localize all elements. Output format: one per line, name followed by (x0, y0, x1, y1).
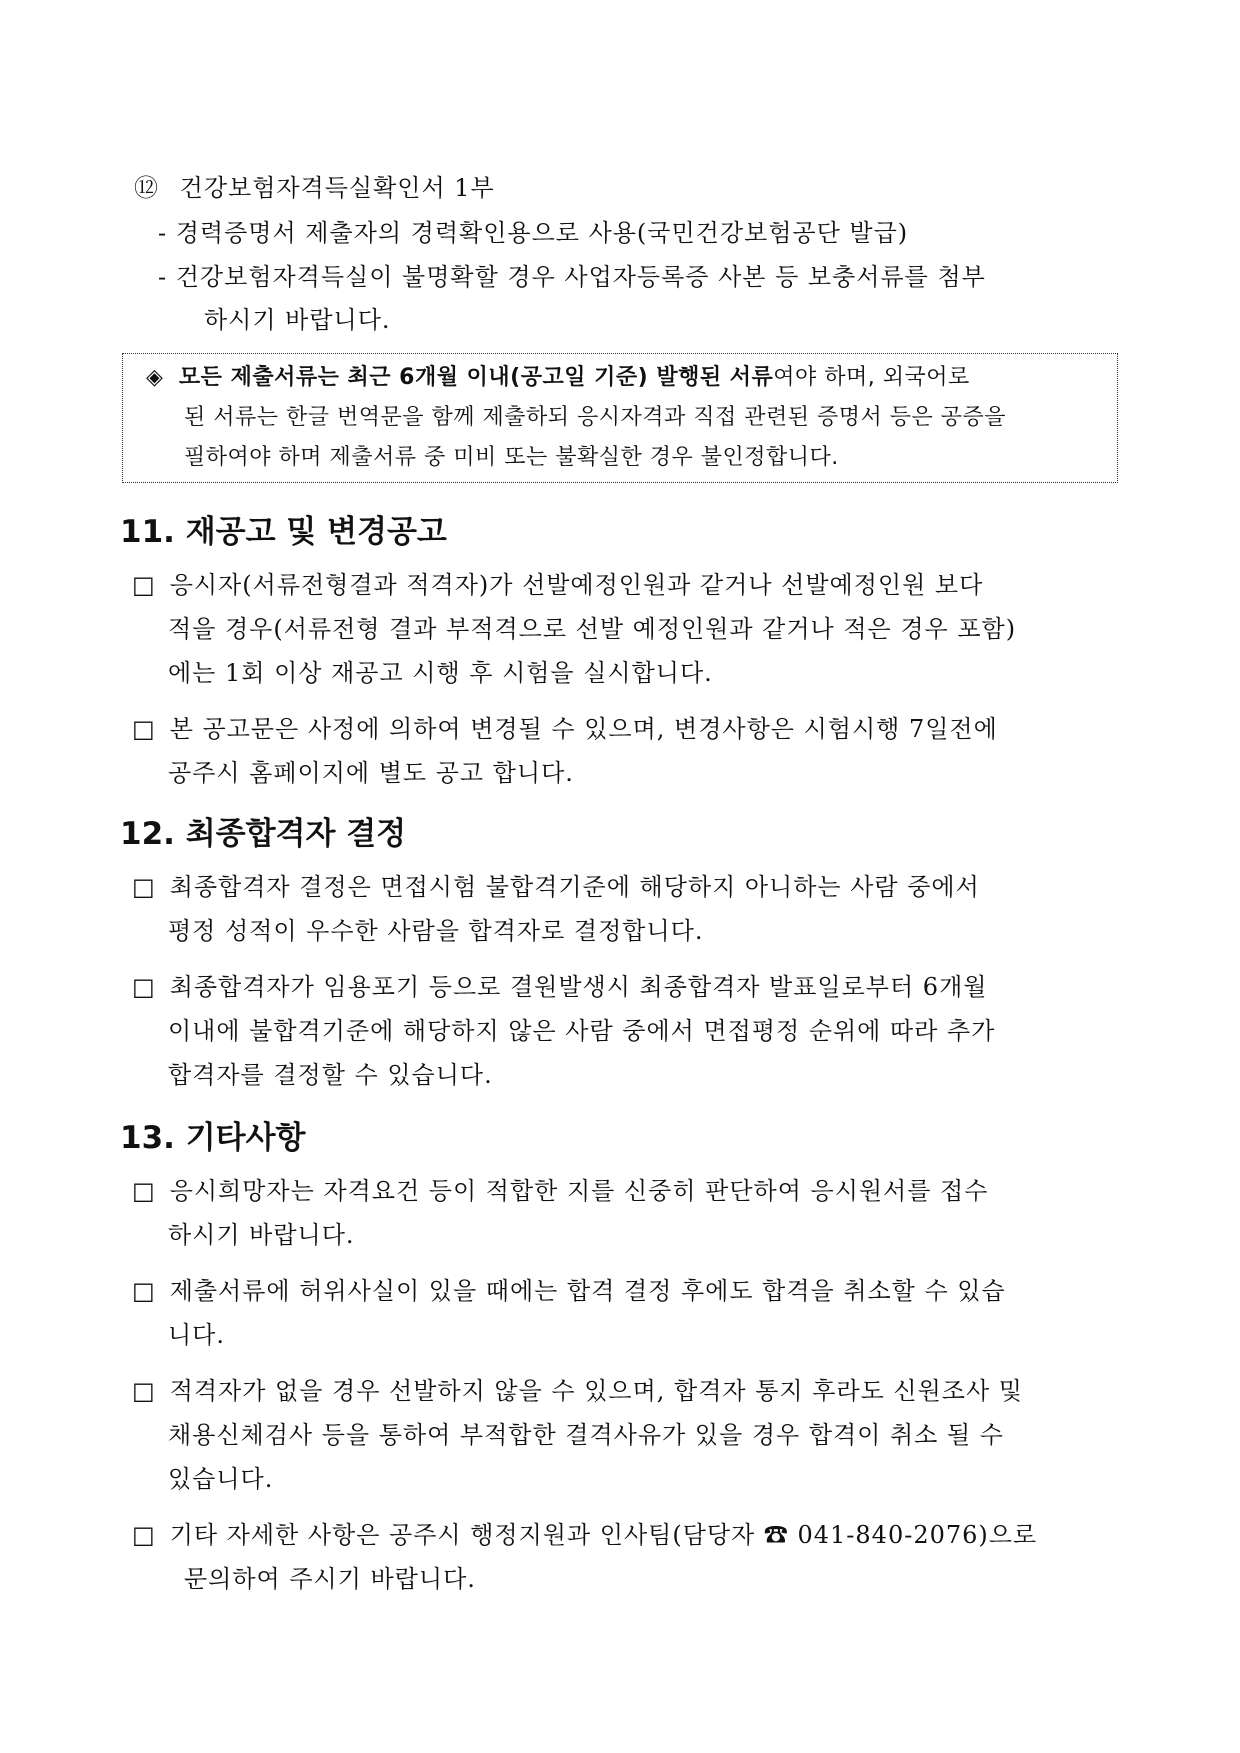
section-11-item2-line2: 공주시 홈페이지에 별도 공고 합니다. (168, 759, 574, 787)
notice-marker: ◈ (146, 365, 164, 390)
section-12-item2-line3: 합격자를 결정할 수 있습니다. (168, 1061, 493, 1089)
list-item-text: 기타 자세한 사항은 공주시 행정지원과 인사팀(담당자 ☎ 041-840-2076)으로 (169, 1521, 1038, 1549)
list-item-text: 제출서류에 허위사실이 있을 때에는 합격 결정 후에도 합격을 취소할 수 있습 (169, 1277, 1006, 1305)
section-13-item3-line1 (132, 1376, 1023, 1406)
item12-sub1: - 경력증명서 제출자의 경력확인용으로 사용(국민건강보험공단 발급) (158, 219, 909, 247)
section-11-item1-line1 (132, 570, 983, 600)
checkbox-icon: □ (132, 873, 156, 901)
checkbox-icon: □ (132, 715, 156, 743)
section-12-item1-line1 (132, 872, 980, 902)
checkbox-icon: □ (132, 973, 156, 1001)
list-item-text: 적격자가 없을 경우 선발하지 않을 수 있으며, 합격자 통지 후라도 신원조사 및 (169, 1377, 1023, 1405)
list-item-text: 최종합격자 결정은 면접시험 불합격기준에 해당하지 아니하는 사람 중에서 (169, 873, 980, 901)
section-11-item1-line2: 적을 경우(서류전형 결과 부적격으로 선발 예정인원과 같거나 적은 경우 포함) (168, 615, 1017, 643)
section-12-item2-line1 (132, 972, 987, 1002)
section-13-item4-line2: 문의하여 주시기 바랍니다. (184, 1565, 476, 1593)
section-13-item1-line2: 하시기 바랍니다. (168, 1221, 355, 1249)
notice-line3: 필하여야 하며 제출서류 중 미비 또는 불확실한 경우 불인정합니다. (184, 445, 839, 470)
section-11-title: 11. 재공고 및 변경공고 (120, 514, 447, 550)
item12-sub2-line2: 하시기 바랍니다. (204, 306, 391, 334)
list-item-text: 최종합격자가 임용포기 등으로 결원발생시 최종합격자 발표일로부터 6개월 (169, 973, 988, 1001)
checkbox-icon: □ (132, 1177, 156, 1205)
section-13-item2-line1 (132, 1276, 1006, 1306)
item12-text: 건강보험자격득실확인서 1부 (179, 174, 495, 202)
list-item-text: 응시희망자는 자격요건 등이 적합한 지를 신중히 판단하여 응시원서를 접수 (169, 1177, 989, 1205)
section-11-item2-line1 (132, 714, 998, 744)
list-item-text: 응시자(서류전형결과 적격자)가 선발예정인원과 같거나 선발예정인원 보다 (169, 571, 984, 599)
item12-sub2-line1: - 건강보험자격득실이 불명확할 경우 사업자등록증 사본 등 보충서류를 첨부 (158, 263, 986, 291)
checkbox-icon: □ (132, 1277, 156, 1305)
section-13-item3-line2: 채용신체검사 등을 통하여 부적합한 결격사유가 있을 경우 합격이 취소 될 수 (168, 1421, 1004, 1449)
section-13-item3-line3: 있습니다. (168, 1465, 274, 1493)
notice-line2: 된 서류는 한글 번역문을 함께 제출하되 응시자격과 직접 관련된 증명서 등은 공증을 (184, 405, 1006, 430)
item12-marker: ⑫ (134, 174, 159, 202)
item12-line (134, 173, 495, 203)
section-12-title: 12. 최종합격자 결정 (120, 816, 407, 852)
section-11-item1-line3: 에는 1회 이상 재공고 시행 후 시험을 실시합니다. (168, 659, 713, 687)
checkbox-icon: □ (132, 1377, 156, 1405)
list-item-text: 본 공고문은 사정에 의하여 변경될 수 있으며, 변경사항은 시험시행 7일전에 (169, 715, 998, 743)
section-13-item1-line1 (132, 1176, 988, 1206)
section-13-title: 13. 기타사항 (120, 1120, 306, 1156)
section-12-item2-line2: 이내에 불합격기준에 해당하지 않은 사람 중에서 면접평정 순위에 따라 추가 (168, 1017, 996, 1045)
notice-line1 (146, 363, 970, 393)
notice-line1-rest: 여야 하며, 외국어로 (773, 365, 970, 390)
checkbox-icon: □ (132, 1521, 156, 1549)
section-13-item4-line1 (132, 1520, 1037, 1550)
notice-bold-text: 모든 제출서류는 최근 6개월 이내(공고일 기준) 발행된 서류 (178, 365, 774, 390)
section-12-item1-line2: 평정 성적이 우수한 사람을 합격자로 결정합니다. (168, 917, 704, 945)
checkbox-icon: □ (132, 571, 156, 599)
section-13-item2-line2: 니다. (168, 1321, 225, 1349)
